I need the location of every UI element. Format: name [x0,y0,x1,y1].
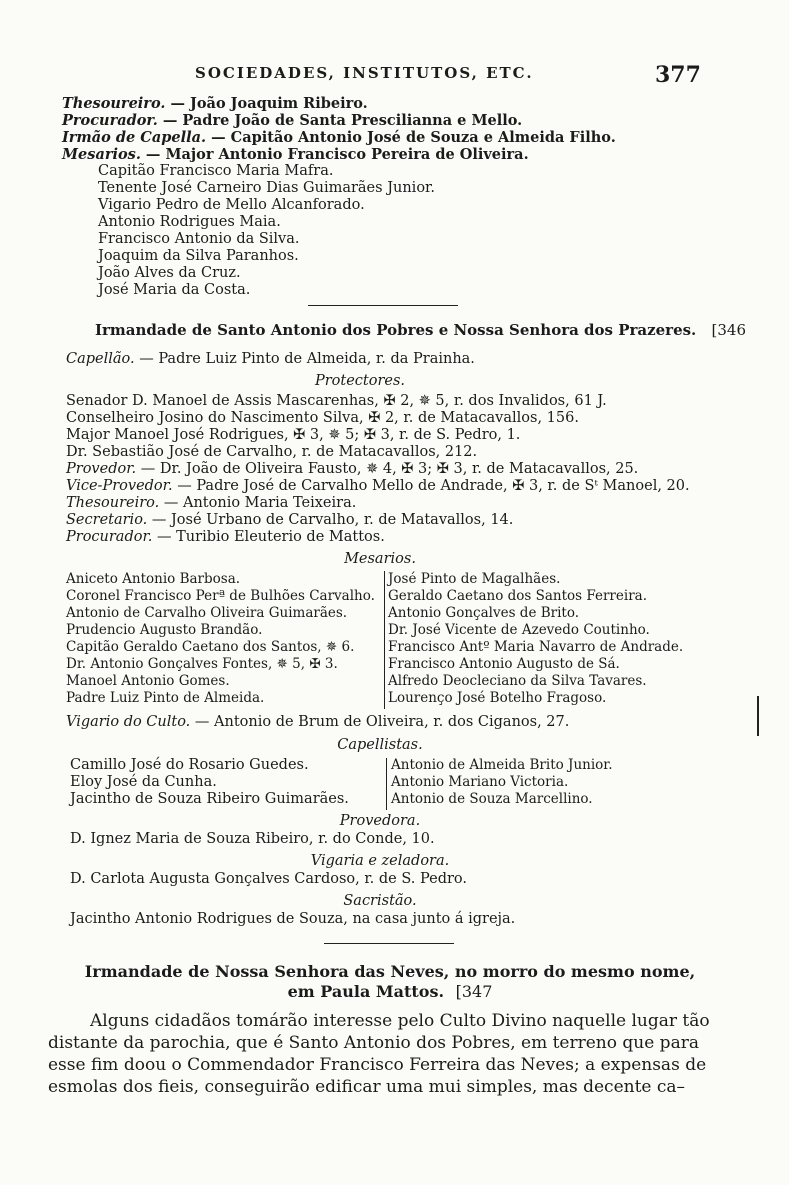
page-number: 377 [655,62,701,88]
mesario-name: João Alves da Cruz. [98,265,241,281]
mesario-right: Francisco Antonio Augusto de Sá. [388,656,620,672]
column-divider [386,758,387,810]
vigario-line: Vigario do Culto. — Antonio de Brum de Oliveira, r. dos Ciganos, 27. [66,714,570,730]
protector-line: Senador D. Manoel de Assis Mascarenhas, ✠ 2, ✵ 5, r. dos Invalidos, 61 J. [66,393,607,409]
mesarios-label: Mesarios. [344,551,416,567]
margin-mark [757,696,759,736]
officer-line: Mesarios. — Major Antonio Francisco Pereira de Oliveira. [62,146,529,163]
paragraph-line: esmolas dos fieis, conseguirão edificar uma mui simples, mas decente ca– [48,1077,686,1097]
capellista-right: Antonio Mariano Victoria. [391,774,569,790]
mesario-right: Lourenço José Botelho Fragoso. [388,690,607,706]
officer-line: Procurador. — Padre João de Santa Prescilianna e Mello. [62,112,523,129]
protector-line: Major Manoel José Rodrigues, ✠ 3, ✵ 5; ✠ 3, r. de S. Pedro, 1. [66,427,521,443]
capellista-left: Eloy José da Cunha. [70,774,217,790]
mesario-left: Padre Luiz Pinto de Almeida. [66,690,265,706]
capellista-left: Camillo José do Rosario Guedes. [70,757,309,773]
section-heading: Irmandade de Nossa Senhora das Neves, no morro do mesmo nome, [84,962,696,981]
section-heading: Irmandade de Santo Antonio dos Pobres e Nossa Senhora dos Prazeres. [346 [95,321,747,339]
protector-line: Dr. Sebastião José de Carvalho, r. de Matacavallos, 212. [66,444,478,460]
mesario-left: Manoel Antonio Gomes. [66,673,230,689]
sacristao-name: Jacintho Antonio Rodrigues de Souza, na casa junto á igreja. [70,911,516,927]
mesario-left: Antonio de Carvalho Oliveira Guimarães. [66,605,348,621]
mesario-right: Alfredo Deocleciano da Silva Tavares. [388,673,647,689]
protector-line: Conselheiro Josino do Nascimento Silva, ✠ 2, r. de Matacavallos, 156. [66,410,579,426]
provedora-label: Provedora. [339,813,421,829]
officer-line: Secretario. — José Urbano de Carvalho, r. de Matavallos, 14. [66,512,514,528]
sacristao-label: Sacristão. [343,893,417,909]
protectores-label: Protectores. [314,373,406,389]
paragraph-line: esse fim doou o Commendador Francisco Ferreira das Neves; a expensas de [48,1055,707,1075]
mesario-name: José Maria da Costa. [98,282,251,298]
officer-line: Thesoureiro. — Antonio Maria Teixeira. [66,495,357,511]
mesario-left: Aniceto Antonio Barbosa. [66,571,241,587]
capellista-right: Antonio de Almeida Brito Junior. [391,757,613,773]
mesario-right: Antonio Gonçalves de Brito. [388,605,580,621]
mesario-left: Capitão Geraldo Caetano dos Santos, ✵ 6. [66,639,355,655]
vigaria-label: Vigaria e zeladora. [310,853,450,869]
officer-line: Thesoureiro. — João Joaquim Ribeiro. [62,95,368,112]
paragraph-line: distante da parochia, que é Santo Antonio dos Pobres, em terreno que para [48,1033,699,1053]
mesario-right: José Pinto de Magalhães. [388,571,561,587]
mesario-name: Joaquim da Silva Paranhos. [98,248,299,264]
officer-line: Procurador. — Turibio Eleuterio de Mattos. [66,529,385,545]
officer-line: Irmão de Capella. — Capitão Antonio José de Souza e Almeida Filho. [62,129,616,146]
mesario-right: Geraldo Caetano dos Santos Ferreira. [388,588,647,604]
mesario-left: Coronel Francisco Perª de Bulhões Carvalho. [66,588,375,604]
mesario-right: Dr. José Vicente de Azevedo Coutinho. [388,622,650,638]
provedora-name: D. Ignez Maria de Souza Ribeiro, r. do Conde, 10. [70,831,435,847]
capellista-left: Jacintho de Souza Ribeiro Guimarães. [70,791,349,807]
paragraph-line: Alguns cidadãos tomárão interesse pelo Culto Divino naquelle lugar tão [90,1011,710,1031]
section-heading-line2: em Paula Mattos. [347 [287,982,493,1001]
capellao-line: Capellão. — Padre Luiz Pinto de Almeida, r. da Prainha. [66,351,475,367]
capellista-right: Antonio de Souza Marcellino. [391,791,593,807]
capellistas-label: Capellistas. [337,737,423,753]
section-divider [308,305,458,306]
officer-line: Provedor. — Dr. João de Oliveira Fausto, ✵ 4, ✠ 3; ✠ 3, r. de Matacavallos, 25. [66,461,639,477]
mesario-name: Tenente José Carneiro Dias Guimarães Junior. [98,180,435,196]
mesario-left: Prudencio Augusto Brandão. [66,622,263,638]
mesario-right: Francisco Antº Maria Navarro de Andrade. [388,639,684,655]
running-header: SOCIEDADES, INSTITUTOS, ETC. [195,64,534,82]
mesario-name: Vigario Pedro de Mello Alcanforado. [98,197,365,213]
mesario-name: Francisco Antonio da Silva. [98,231,300,247]
column-divider [384,571,385,709]
mesario-name: Capitão Francisco Maria Mafra. [98,163,334,179]
section-divider [324,943,454,944]
vigaria-name: D. Carlota Augusta Gonçalves Cardoso, r. de S. Pedro. [70,871,467,887]
mesario-left: Dr. Antonio Gonçalves Fontes, ✵ 5, ✠ 3. [66,656,338,672]
officer-line: Vice-Provedor. — Padre José de Carvalho Mello de Andrade, ✠ 3, r. de Sᵗ Manoel, 20. [66,478,690,494]
mesario-name: Antonio Rodrigues Maia. [98,214,281,230]
